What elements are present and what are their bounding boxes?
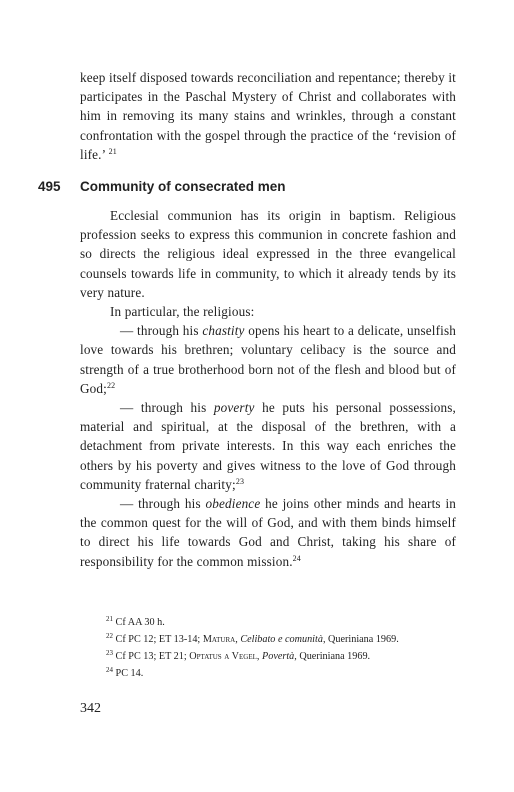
- paragraph-text: keep itself disposed towards reconciliation and repentance; thereby it participates in the Paschal Mystery of Christ and collaborates with him in removing its many stains and wrinkles, through a constant confrontation with the gospel through the practice of the ‘revision of life.’: [80, 70, 456, 162]
- footnote-ref: 21: [108, 146, 117, 156]
- paragraph: Ecclesial communion has its origin in baptism. Religious profession seeks to express this communion in concrete fashion and so directs the religious ideal expressed in the three evangelical counsels towards life in community, to which it already tends by its very nature.: [80, 208, 456, 300]
- footnote: $^{22}$ Cf PC 12; ET 13-14; Matura, Celibato e comunità, Queriniana 1969.: [106, 632, 399, 645]
- footnotes: [80, 614, 456, 682]
- emphasis: chastity: [202, 323, 245, 339]
- footnote-ref: 23: [235, 476, 245, 486]
- footnote-ref: 22: [106, 380, 116, 390]
- list-item-obedience: — through his obedience he joins other minds and hearts in the common quest for the will of God, and with them binds himself to direct his life towards God and Christ, taking his share of responsibility for the common mission.$^{24}$: [80, 496, 457, 569]
- continued-paragraph: [80, 68, 456, 164]
- list-item-chastity: — through his chastity opens his heart to a delicate, unselfish love towards his brethren; voluntary celibacy is the source and strength of a true brotherhood born not of the flesh and blood but of God;$^{22}$: [80, 323, 457, 396]
- footnote-ref: 24: [292, 553, 301, 563]
- page-number: 342: [80, 701, 101, 716]
- emphasis: obedience: [205, 496, 261, 512]
- emphasis: poverty: [213, 400, 255, 416]
- paragraph: In particular, the religious:: [110, 304, 255, 320]
- list-item-poverty: — through his poverty he puts his personal possessions, material and spiritual, at the disposal of the brethren, with a detachment from private interests. In this way each enriches the others by his poverty and gives witness to the love of God through community fraternal charity;$^{23}$: [80, 400, 456, 492]
- section-body: [80, 206, 456, 571]
- section-title: Community of consecrated men: [80, 179, 286, 194]
- footnote: $^{24}$ PC 14.: [106, 666, 144, 679]
- section-heading: [38, 179, 458, 194]
- section-number: 495: [38, 179, 61, 194]
- footnote: $^{21}$ Cf AA 30 h.: [106, 615, 165, 628]
- footnote: $^{23}$ Cf PC 13; ET 21; Optatus a Vegel, Povertà, Queriniana 1969.: [106, 649, 371, 662]
